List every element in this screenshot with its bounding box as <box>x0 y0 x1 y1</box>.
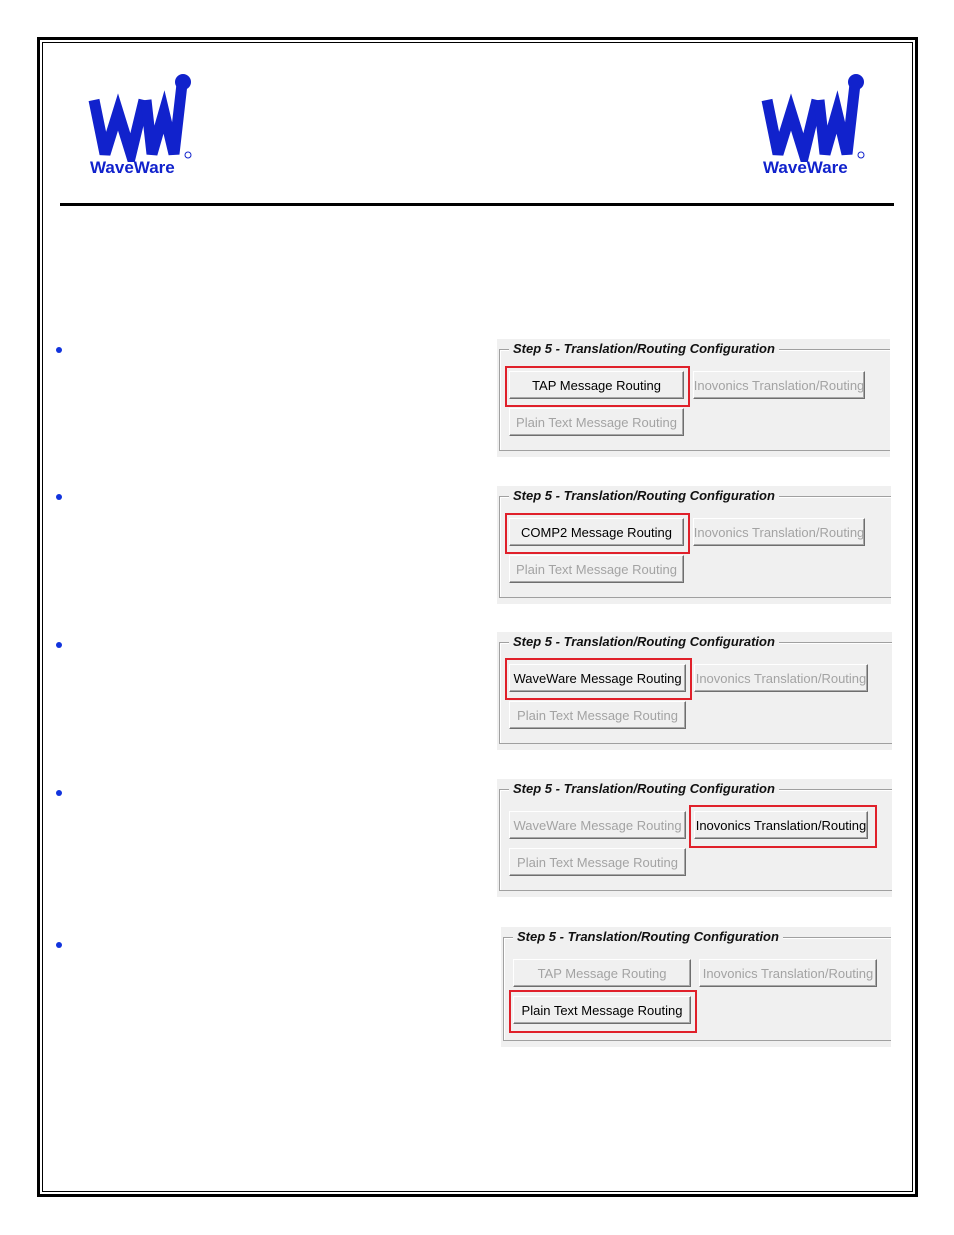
routing-config-panel-3 <box>497 632 892 750</box>
inovonics-routing-button[interactable]: Inovonics Translation/Routing <box>693 518 865 546</box>
plain-text-routing-button[interactable]: Plain Text Message Routing <box>509 848 686 876</box>
bullet-icon <box>56 942 62 948</box>
waveware-routing-button[interactable]: WaveWare Message Routing <box>509 811 686 839</box>
logo-wordmark: WaveWare <box>90 158 175 177</box>
header-divider <box>60 203 894 206</box>
waveware-logo-right <box>761 72 871 182</box>
bullet-icon <box>56 347 62 353</box>
selection-highlight <box>509 990 697 1033</box>
bullet-icon <box>56 494 62 500</box>
plain-text-routing-button[interactable]: Plain Text Message Routing <box>509 701 686 729</box>
selection-highlight <box>505 513 690 554</box>
waveware-logo-left <box>88 72 198 182</box>
waveware-routing-button[interactable]: WaveWare Message Routing <box>509 664 686 692</box>
routing-config-panel-2 <box>497 486 891 604</box>
waveware-logo-icon <box>88 72 198 162</box>
plain-text-routing-button[interactable]: Plain Text Message Routing <box>509 555 684 583</box>
inovonics-routing-button[interactable]: Inovonics Translation/Routing <box>699 959 877 987</box>
selection-highlight <box>689 805 877 848</box>
bullet-icon <box>56 642 62 648</box>
logo-wordmark: WaveWare <box>763 158 848 177</box>
plain-text-routing-button[interactable]: Plain Text Message Routing <box>513 996 691 1024</box>
groupbox-legend: Step 5 - Translation/Routing Configuration <box>509 781 779 796</box>
groupbox-legend: Step 5 - Translation/Routing Configuration <box>509 634 779 649</box>
inovonics-routing-button[interactable]: Inovonics Translation/Routing <box>694 811 868 839</box>
inovonics-routing-button[interactable]: Inovonics Translation/Routing <box>693 371 865 399</box>
waveware-logo-icon <box>761 72 871 162</box>
routing-config-panel-4 <box>497 779 892 897</box>
routing-config-panel-5 <box>501 927 891 1047</box>
routing-config-panel-1 <box>497 339 890 457</box>
tap-routing-button[interactable]: TAP Message Routing <box>509 371 684 399</box>
selection-highlight <box>505 366 690 407</box>
inovonics-routing-button[interactable]: Inovonics Translation/Routing <box>694 664 868 692</box>
groupbox-legend: Step 5 - Translation/Routing Configuration <box>513 929 783 944</box>
plain-text-routing-button[interactable]: Plain Text Message Routing <box>509 408 684 436</box>
selection-highlight <box>505 658 692 700</box>
bullet-icon <box>56 790 62 796</box>
comp2-routing-button[interactable]: COMP2 Message Routing <box>509 518 684 546</box>
tap-routing-button[interactable]: TAP Message Routing <box>513 959 691 987</box>
groupbox-legend: Step 5 - Translation/Routing Configuration <box>509 341 779 356</box>
groupbox-legend: Step 5 - Translation/Routing Configuration <box>509 488 779 503</box>
